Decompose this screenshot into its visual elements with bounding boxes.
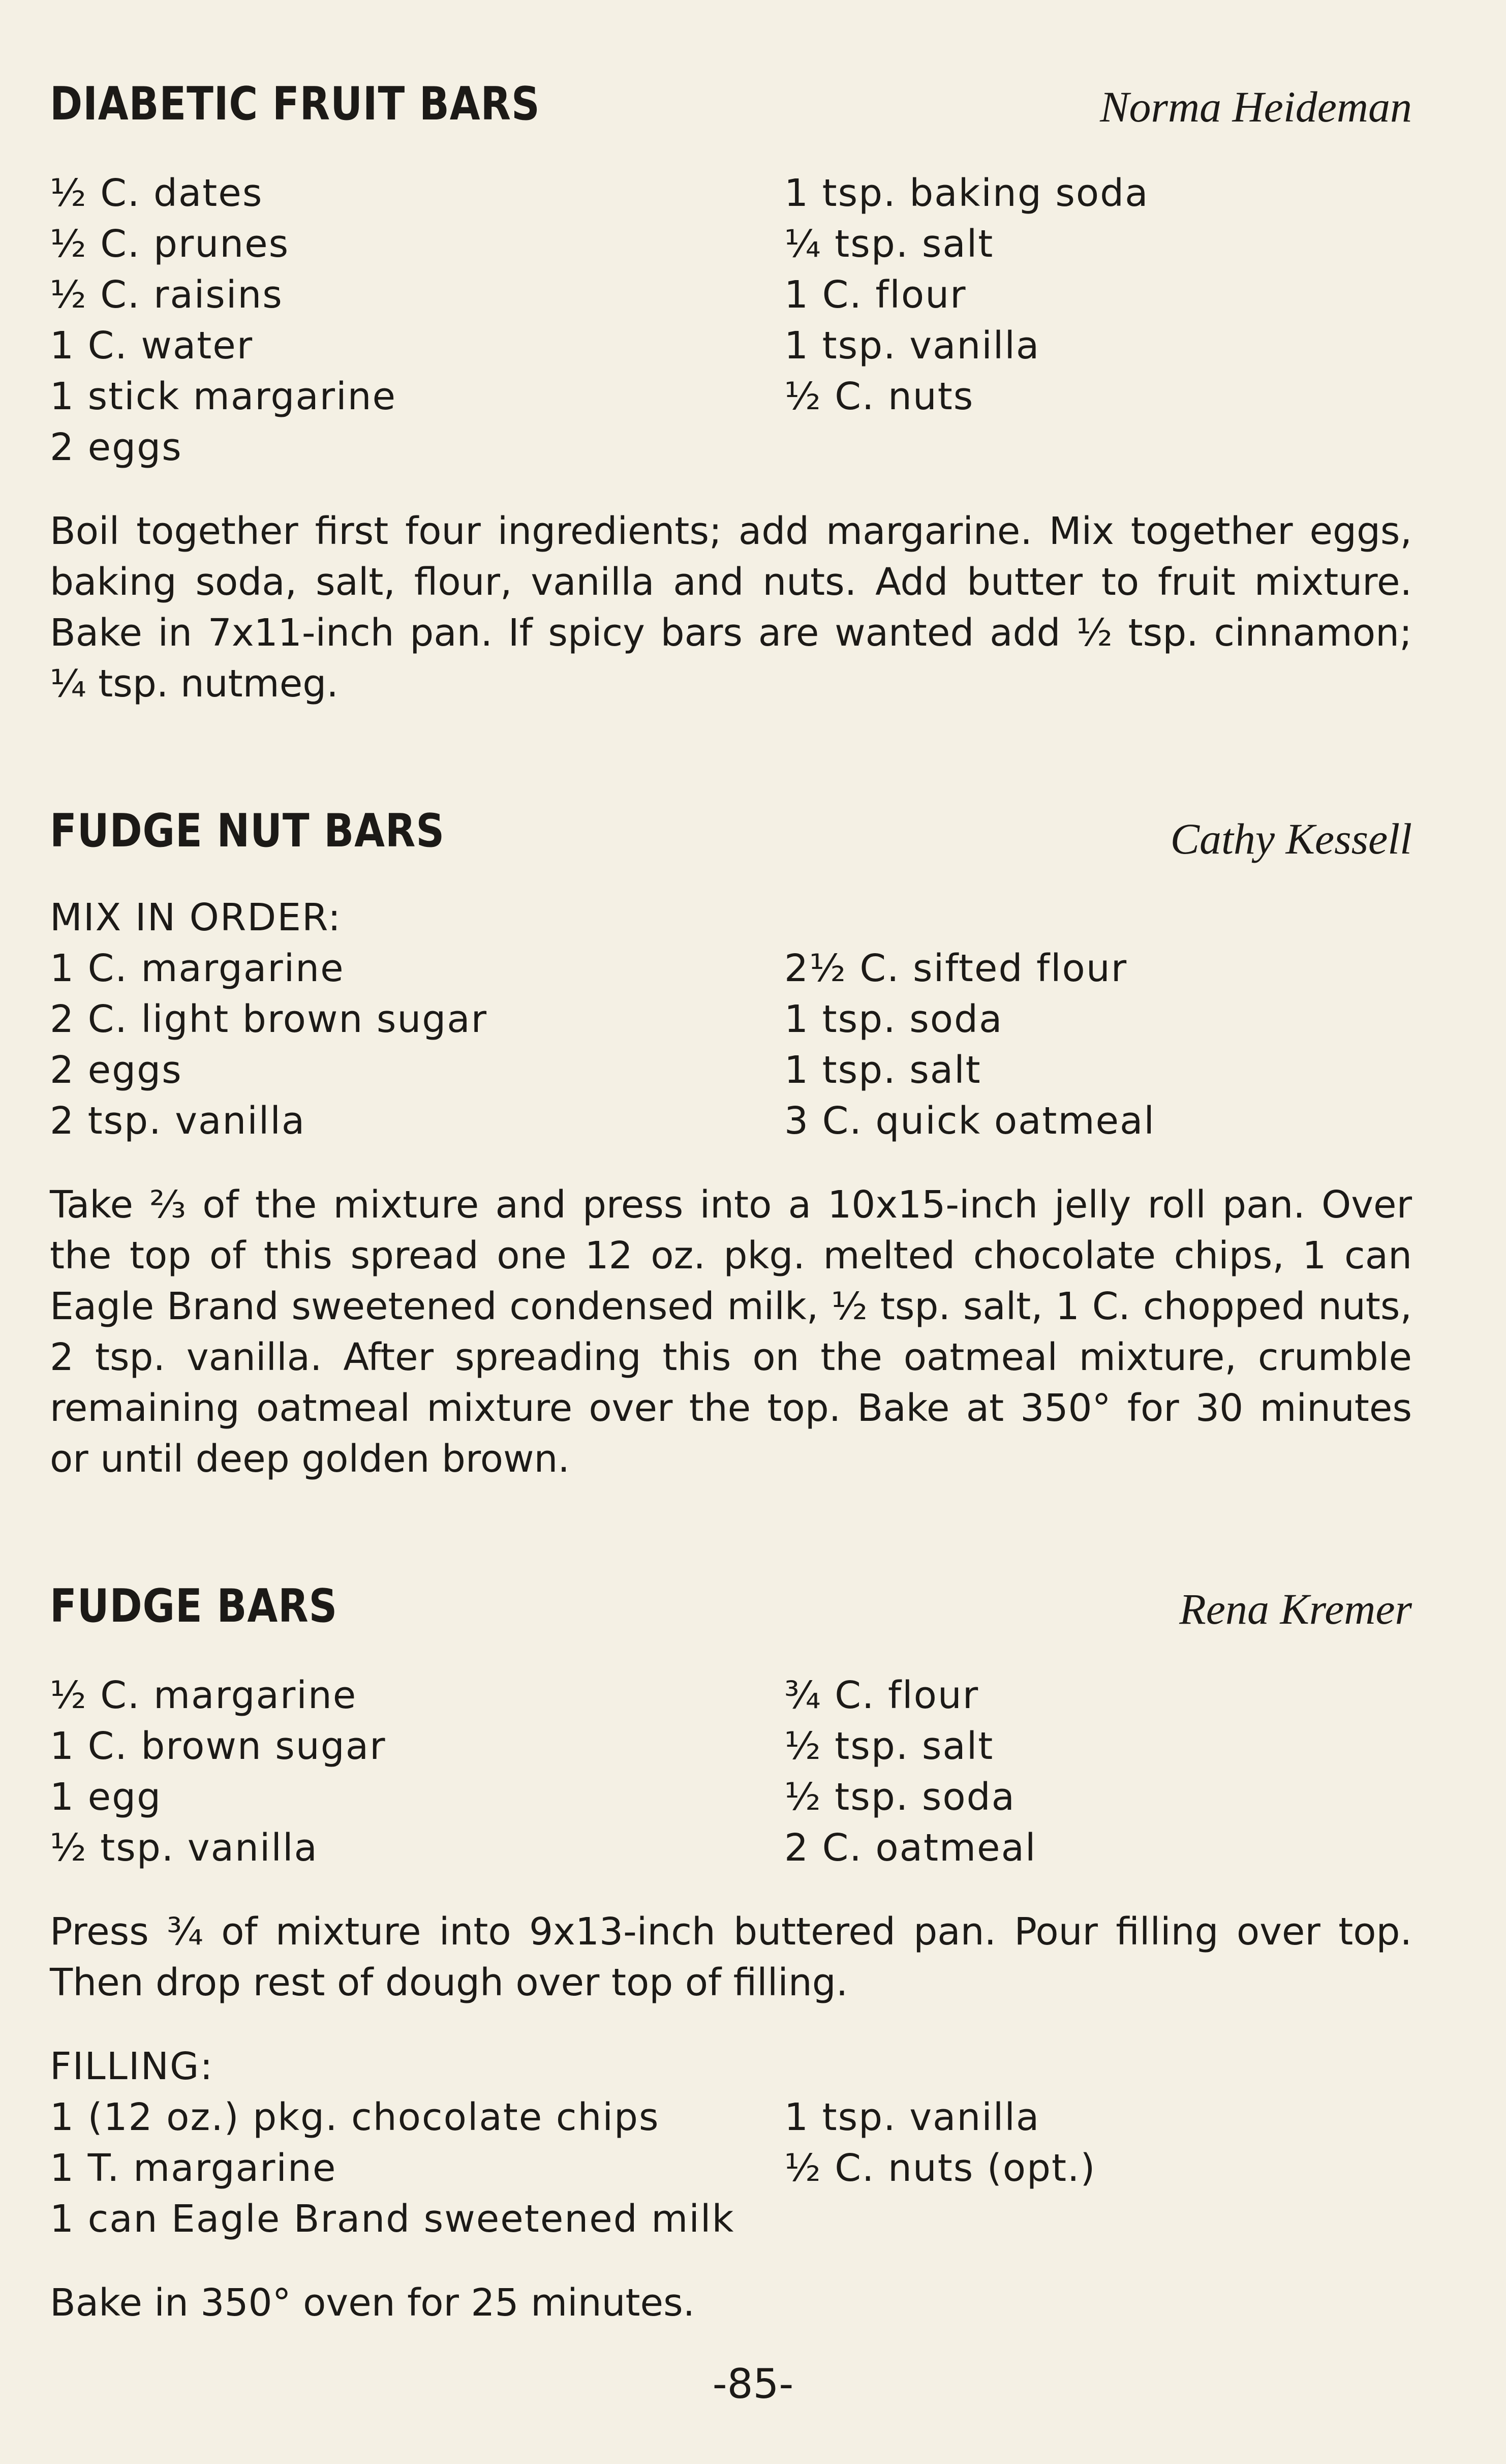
ingredient-column-right: [784, 1670, 1412, 1873]
ingredient-item: 2 C. oatmeal: [784, 1826, 1037, 1870]
ingredient-item: 1 tsp. soda: [784, 997, 1003, 1041]
recipe-title: FUDGE NUT BARS: [50, 804, 445, 858]
ingredient-column-left: [50, 168, 784, 473]
ingredient-list: [50, 168, 1412, 473]
ingredient-item: ½ C. nuts: [784, 375, 974, 418]
ingredient-item: 2 tsp. vanilla: [50, 1099, 306, 1143]
ingredient-item: 1 can Eagle Brand sweetened milk: [50, 2197, 735, 2241]
recipe-author: Norma Heideman: [1100, 82, 1412, 131]
filling-column-left: [50, 2092, 784, 2244]
final-instruction: Bake in 350° oven for 25 minutes.: [50, 2281, 695, 2325]
ingredient-item: 1 C. brown sugar: [50, 1724, 386, 1768]
mix-in-order-label: MIX IN ORDER:: [50, 896, 342, 939]
ingredient-item: 1 egg: [50, 1775, 162, 1819]
recipe-instructions: Take ⅔ of the mixture and press into a 10x15-inch jelly roll pan. Over the top of this spread one 12 oz. pkg. melted chocolate chips, 1 can Eagle Brand sweetened condensed milk, ½ tsp. salt, 1 C. chopped nuts, 2 tsp. vanilla. After spreading this on the oatmeal mixture, crumble remaining oatmeal mixture over the top. Bake at 350° for 30 minutes or until deep golden brown.: [50, 1183, 1412, 1481]
ingredient-item: 3 C. quick oatmeal: [784, 1099, 1155, 1143]
ingredient-item: 2½ C. sifted flour: [784, 947, 1128, 990]
ingredient-item: 1 tsp. salt: [784, 1048, 981, 1092]
ingredient-item: 2 C. light brown sugar: [50, 997, 488, 1041]
recipe-title: DIABETIC FRUIT BARS: [50, 77, 540, 131]
ingredient-item: ½ C. raisins: [50, 273, 283, 317]
ingredient-item: 1 (12 oz.) pkg. chocolate chips: [50, 2095, 660, 2139]
ingredient-item: 1 T. margarine: [50, 2146, 337, 2190]
recipe-author: Cathy Kessell: [1170, 814, 1412, 863]
ingredient-column-right: [784, 168, 1412, 473]
ingredient-item: ½ tsp. vanilla: [50, 1826, 318, 1870]
ingredient-item: 1 C. flour: [784, 273, 967, 317]
recipe-instructions: Press ¾ of mixture into 9x13-inch buttered pan. Pour filling over top. Then drop rest of dough over top of filling.: [50, 1910, 1412, 2004]
ingredient-item: 2 eggs: [50, 425, 182, 469]
recipe-fudge-bars: [50, 1578, 1412, 2328]
ingredient-column-right: [784, 943, 1412, 1146]
ingredient-column-left: [50, 943, 784, 1146]
recipe-author: Rena Kremer: [1179, 1585, 1412, 1633]
ingredient-item: 1 tsp. vanilla: [784, 324, 1040, 368]
ingredient-item: 1 C. margarine: [50, 947, 345, 990]
ingredient-item: ¼ tsp. salt: [784, 222, 994, 266]
ingredient-list: [50, 1670, 1412, 1873]
filling-column-right: [784, 2092, 1412, 2244]
ingredient-item: ½ tsp. soda: [784, 1775, 1016, 1819]
ingredient-item: ½ C. nuts (opt.): [784, 2146, 1096, 2190]
ingredient-item: ¾ C. flour: [784, 1674, 979, 1717]
ingredient-item: 1 tsp. baking soda: [784, 171, 1149, 215]
ingredient-item: ½ C. margarine: [50, 1674, 357, 1717]
ingredient-column-left: [50, 1670, 784, 1873]
recipe-title: FUDGE BARS: [50, 1579, 338, 1633]
ingredient-item: 2 eggs: [50, 1048, 182, 1092]
ingredient-item: ½ C. prunes: [50, 222, 290, 266]
ingredient-item: ½ tsp. salt: [784, 1724, 994, 1768]
ingredient-item: 1 tsp. vanilla: [784, 2095, 1040, 2139]
filling-ingredient-list: [50, 2092, 1412, 2244]
recipe-diabetic-fruit-bars: [50, 76, 1412, 709]
cookbook-page: [50, 76, 1412, 2328]
recipe-instructions: Boil together first four ingredients; add margarine. Mix together eggs, baking soda, salt, flour, vanilla and nuts. Add butter to fruit mixture. Bake in 7x11-inch pan. If spicy bars are wanted add ½ tsp. cinnamon; ¼ tsp. nutmeg.: [50, 509, 1412, 706]
ingredient-item: ½ C. dates: [50, 171, 263, 215]
ingredient-item: 1 stick margarine: [50, 375, 397, 418]
page-number: -85-: [712, 2360, 794, 2408]
ingredient-item: 1 C. water: [50, 324, 254, 368]
recipe-fudge-nut-bars: [50, 803, 1412, 1484]
ingredient-list: [50, 943, 1412, 1146]
filling-label: FILLING:: [50, 2045, 214, 2088]
